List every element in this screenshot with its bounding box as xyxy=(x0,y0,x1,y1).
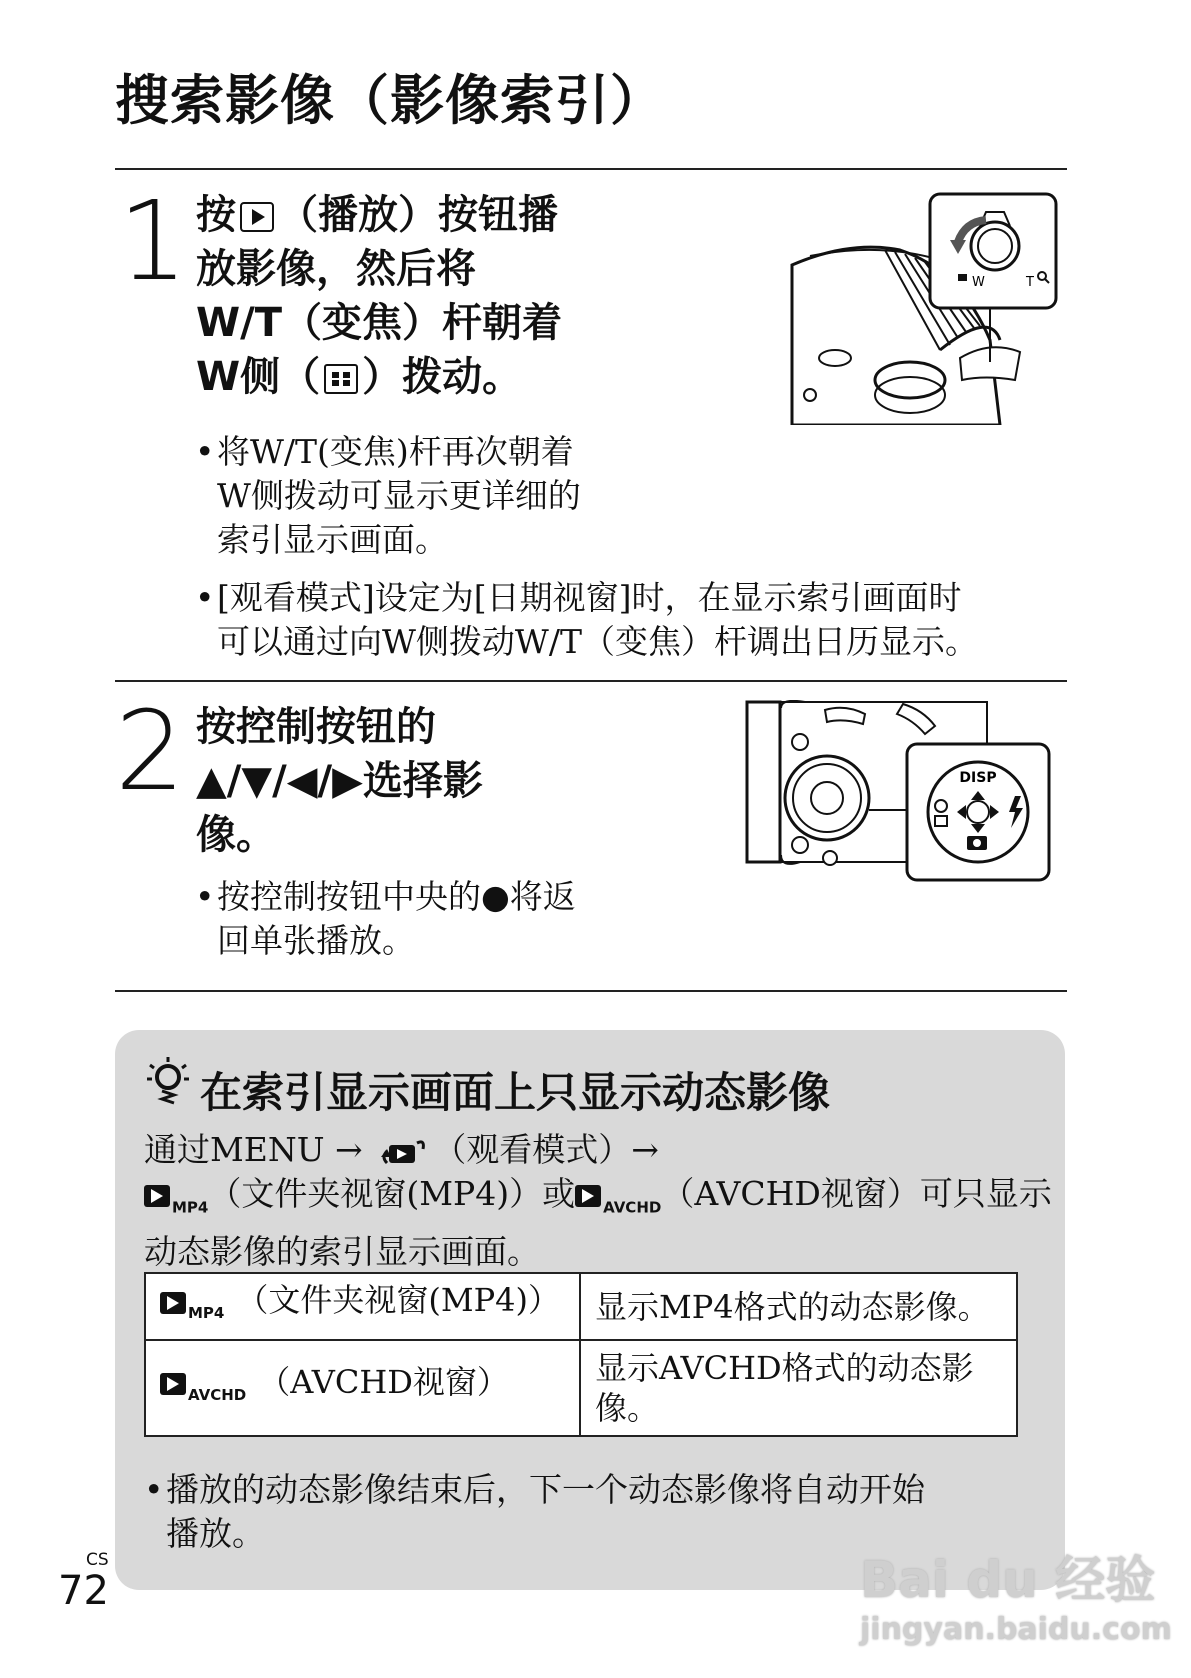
zoom-lever-illustration xyxy=(790,190,1070,425)
table-cell: $_{AVCHD}$ （AVCHD视窗） xyxy=(145,1340,580,1436)
step-number: 2 xyxy=(115,687,185,815)
page-title: 搜索影像（影像索引） xyxy=(115,69,665,132)
view-mode-table xyxy=(144,1272,1018,1437)
page-number: 72 xyxy=(58,1568,109,1614)
step1-instruction: 按 （播放）按钮播 放影像，然后将 W/T（变焦）杆朝着 W侧（ ）拨动。 xyxy=(196,192,563,400)
svg-text:T: T xyxy=(1026,275,1034,290)
index-icon xyxy=(324,364,358,394)
table-cell: 显示MP4格式的动态影像。 xyxy=(580,1273,1017,1340)
hint-description: 通过MENU → （观看模式）→ $_{MP4}$（文件夹视窗(MP4)）或 $_{AVCHD}$（AVCHD视窗）可只显示 动态影像的索引显示画面。 xyxy=(144,1130,1052,1271)
watermark: Bai du 经验 jingyan.baidu.com xyxy=(860,1551,1172,1647)
svg-text:W: W xyxy=(972,275,985,290)
step1-note-2: •[观看模式]设定为[日期视窗]时，在显示索引画面时 可以通过向W侧拨动W/T（变焦）杆调出日历显示。 xyxy=(195,578,978,661)
svg-text:DISP: DISP xyxy=(959,770,997,786)
view-mode-icon xyxy=(379,1137,427,1167)
step2-note: •按控制按钮中央的●将返 回单张播放。 xyxy=(195,877,576,960)
step1-note-1: •将W/T(变焦)杆再次朝着 W侧拨动可显示更详细的 索引显示画面。 xyxy=(195,432,581,559)
divider xyxy=(115,990,1067,992)
table-row xyxy=(145,1273,1017,1340)
divider xyxy=(115,680,1067,682)
avchd-view-icon xyxy=(575,1185,601,1207)
mp4-folder-view-icon xyxy=(160,1292,186,1314)
table-row xyxy=(145,1340,1017,1436)
mp4-folder-view-icon xyxy=(144,1185,170,1207)
lightbulb-icon xyxy=(145,1055,191,1109)
control-button-illustration xyxy=(745,700,1055,885)
avchd-view-icon xyxy=(160,1373,186,1395)
language-tag: CS xyxy=(86,1550,109,1570)
hint-title: 在索引显示画面上只显示动态影像 xyxy=(200,1068,831,1117)
divider xyxy=(115,168,1067,170)
hint-note: •播放的动态影像结束后，下一个动态影像将自动开始 播放。 xyxy=(144,1470,925,1553)
table-cell: 显示AVCHD格式的动态影像。 xyxy=(580,1340,1017,1436)
step-number: 1 xyxy=(118,177,188,305)
step2-instruction: 按控制按钮的 ▲/▼/◀/▶选择影 像。 xyxy=(196,704,483,858)
playback-icon xyxy=(240,202,274,232)
table-cell: $_{MP4}$ （文件夹视窗(MP4)） xyxy=(145,1273,580,1340)
